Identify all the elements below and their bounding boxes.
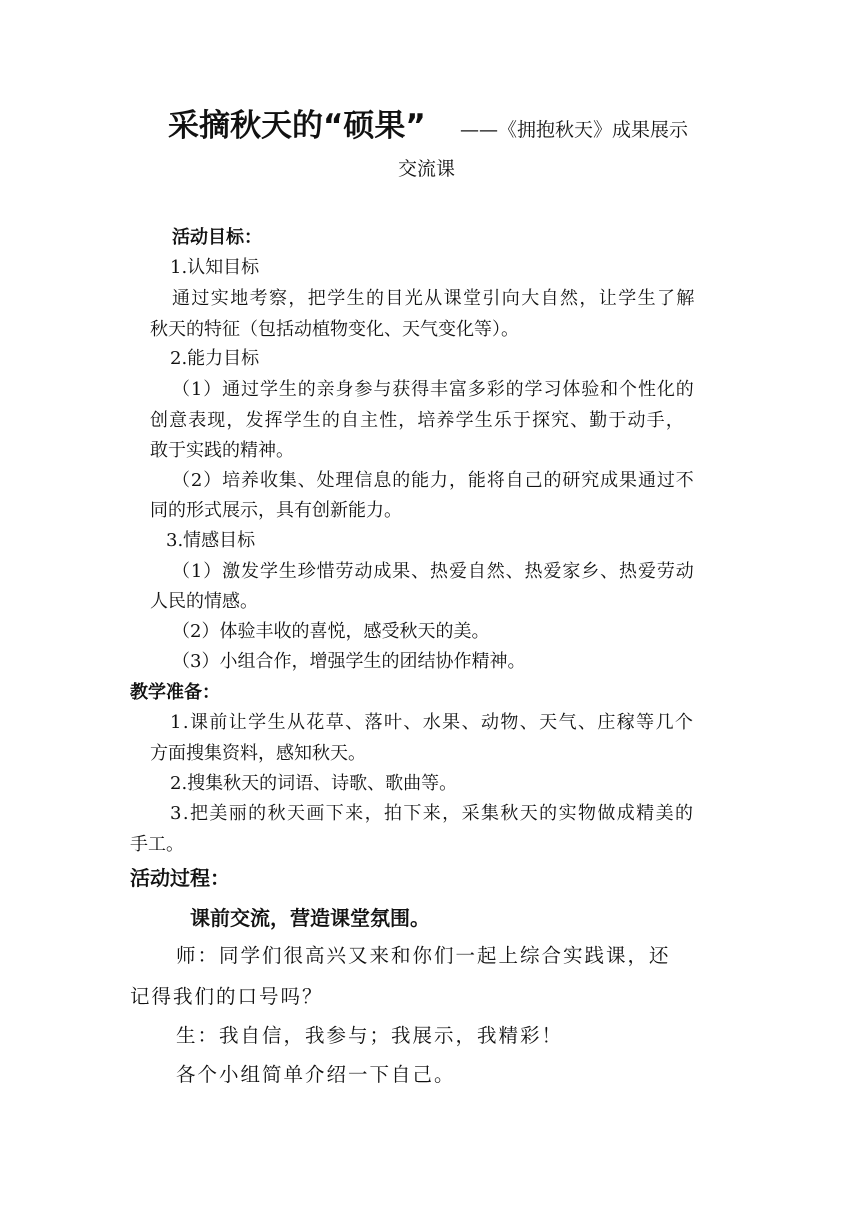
process-step1: 课前交流，营造课堂氛围。: [190, 906, 430, 930]
emotion-goal-item2: （2）体验丰收的喜悦，感受秋天的美。: [172, 621, 490, 642]
ability-goal-item1-line2: 创意表现，发挥学生的自主性，培养学生乐于探究、勤于动手，: [150, 410, 685, 431]
prep-item1-line1: 1.课前让学生从花草、落叶、水果、动物、天气、庄稼等几个: [170, 712, 695, 733]
emotion-goal-item1-line1: （1）激发学生珍惜劳动成果、热爱自然、热爱家乡、热爱劳动: [172, 561, 695, 582]
goals-heading: 活动目标：: [172, 227, 262, 248]
document-title: 采摘秋天的“硕果”: [168, 108, 426, 144]
ability-goal-item1-line3: 敢于实践的精神。: [150, 440, 294, 461]
ability-goal-item2-line2: 同的形式展示，具有创新能力。: [150, 500, 402, 521]
teacher-line1: 师：同学们很高兴又来和你们一起上综合实践课，还: [176, 944, 671, 967]
emotion-goal-item1-line2: 人民的情感。: [150, 591, 258, 612]
prep-item3-line1: 3.把美丽的秋天画下来，拍下来，采集秋天的实物做成精美的: [170, 803, 695, 824]
prep-heading: 教学准备：: [130, 682, 220, 703]
teacher-line2: 记得我们的口号吗？: [130, 985, 324, 1008]
document-subtitle: ——《拥抱秋天》成果展示: [460, 119, 689, 141]
emotion-goal-heading: 3.情感目标: [166, 530, 256, 551]
document-subtitle-continued: 交流课: [398, 158, 456, 180]
emotion-goal-item3: （3）小组合作，增强学生的团结协作精神。: [172, 651, 526, 672]
groups-line: 各个小组简单介绍一下自己。: [176, 1063, 456, 1086]
ability-goal-item1-line1: （1）通过学生的亲身参与获得丰富多彩的学习体验和个性化的: [172, 379, 695, 400]
prep-item3-line2: 手工。: [130, 834, 184, 855]
ability-goal-heading: 2.能力目标: [170, 348, 260, 369]
prep-item2: 2.搜集秋天的词语、诗歌、歌曲等。: [170, 773, 458, 794]
cognitive-goal-heading: 1.认知目标: [170, 257, 260, 278]
prep-item1-line2: 方面搜集资料，感知秋天。: [150, 743, 366, 764]
cognitive-goal-text-line1: 通过实地考察，把学生的目光从课堂引向大自然，让学生了解: [172, 288, 696, 309]
ability-goal-item2-line1: （2）培养收集、处理信息的能力，能将自己的研究成果通过不: [172, 470, 695, 491]
process-heading: 活动过程：: [130, 866, 230, 890]
student-line: 生：我自信，我参与；我展示，我精彩！: [176, 1024, 564, 1047]
cognitive-goal-text-line2: 秋天的特征（包括动植物变化、天气变化等）。: [150, 319, 519, 340]
